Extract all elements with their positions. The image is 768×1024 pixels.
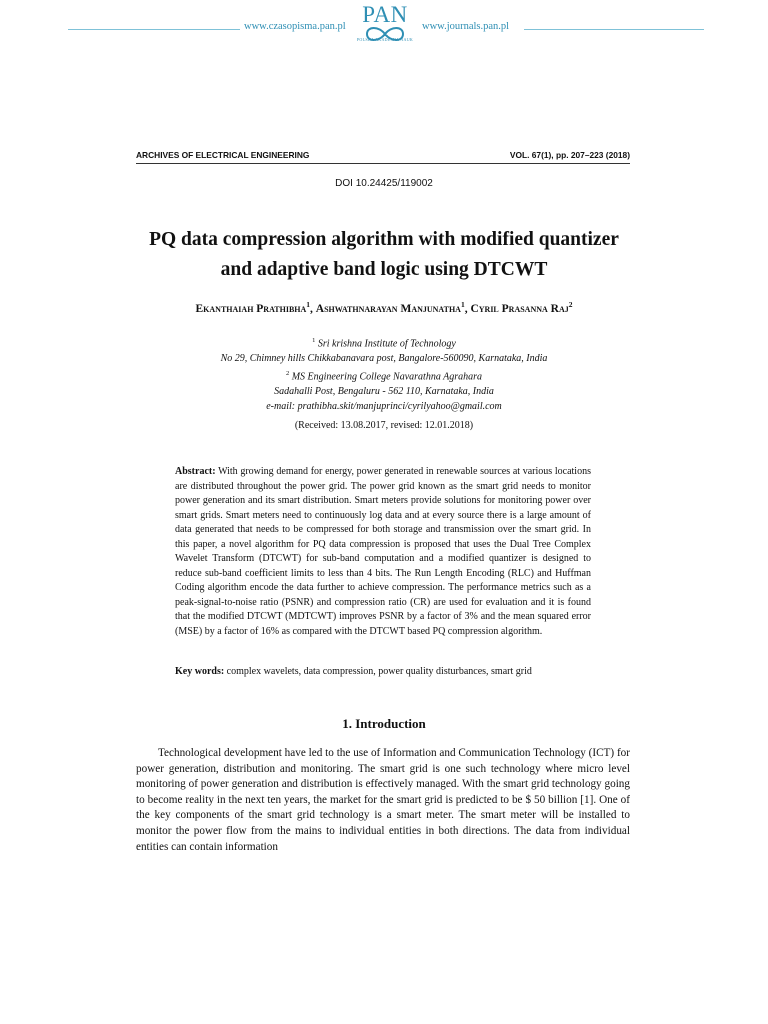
- affil-1-line-1: Sri krishna Institute of Technology: [317, 338, 456, 350]
- running-head-rule: [136, 163, 630, 164]
- banner-rule-left: [68, 29, 240, 30]
- doi: DOI 10.24425/119002: [335, 178, 433, 189]
- affil-2-line-2: Sadahalli Post, Bengaluru - 562 110, Karnataka, India: [274, 386, 494, 398]
- abstract: [175, 465, 591, 639]
- received-dates: (Received: 13.08.2017, revised: 12.01.2018): [294, 420, 474, 431]
- affil-2-line-1: MS Engineering College Navarathna Agrahara: [291, 371, 483, 383]
- affil-sup: 2: [285, 370, 290, 377]
- pan-logo: [353, 3, 417, 57]
- paper-title: [100, 225, 668, 285]
- journal-name: ARCHIVES OF ELECTRICAL ENGINEERING: [136, 150, 310, 160]
- author-name: Ashwathnarayan Manjunatha: [315, 302, 461, 315]
- title-line-2: and adaptive band logic using DTCWT: [220, 259, 548, 280]
- banner-rule-right: [524, 29, 704, 30]
- affil-sup: 1: [312, 337, 316, 344]
- section-heading: 1. Introduction: [342, 716, 426, 731]
- author-email[interactable]: e-mail: prathibha.skit/manjuprinci/cyrilyahoo@gmail.com: [266, 401, 502, 413]
- abstract-text: With growing demand for energy, power generated in renewable sources at various locations are distributed throughout the power grid. The power grid known as the smart grid needs to monitor power generation and its smart distribution. Smart meters provide solutions for monitoring power over smart grids. Smart meters need to continuously log data and at every source there is a large amount of data generated that needs to be compressed for both storage and transmission over the smart grid. In this paper, a novel algorithm for PQ data compression is proposed that uses the Dual Tree Complex Wavelet Transform (DTCWT) for sub-band computation and a modified quantizer is designed to reduce sub-band coefficient limits to less than 4 bits. The Run Length Encoding (RLC) and Huffman Coding algorithm encode the data further to achieve compression. The performance metrics such as a peak-signal-to-noise ratio (PSNR) and compression ratio (CR) are used for evaluation and it is found that the modified DTCWT (MDTCWT) improves PSNR by a factor of 3% and the mean squared error (MSE) by a factor of 16% as compared with the DTCWT based PQ compression algorithm.: [175, 466, 591, 637]
- volume-info: VOL. 67(1), pp. 207–223 (2018): [509, 150, 630, 160]
- keywords: [175, 665, 615, 679]
- affiliation-2: [0, 366, 768, 414]
- author-affil-sup: 2: [568, 300, 573, 309]
- introduction-paragraph: Technological development have led to the use of Information and Communication Technology (ICT) for power generation, distribution and monitoring. The smart grid is one such technology where micro level monitoring of power generation and distribution is effectively managed. With the smart grid technology going to become reality in the next ten years, the market for the smart grid is predicted to be $ 50 billion [1]. One of the key components of the smart grid technology is a smart meter. The smart meter will be installed to monitor the power flow from the mains to individual entities in both directions. The data from individual entities can contain information: [136, 747, 630, 853]
- affiliation-1: [0, 333, 768, 366]
- pan-logo-subtitle: POLSKA AKADEMIA NAUK: [356, 37, 414, 42]
- author-affil-sup: 1: [460, 300, 465, 309]
- keywords-text: complex wavelets, data compression, power quality disturbances, smart grid: [226, 666, 532, 677]
- keywords-label: Key words:: [175, 666, 225, 677]
- affil-1-line-2: No 29, Chimney hills Chikkabanavara post, Bangalore-560090, Karnataka, India: [220, 353, 548, 365]
- introduction-body: [136, 746, 630, 855]
- author-affil-sup: 1: [306, 300, 311, 309]
- czasopisma-link[interactable]: www.czasopisma.pan.pl: [244, 21, 346, 32]
- journals-link[interactable]: www.journals.pan.pl: [422, 21, 510, 32]
- title-line-1: PQ data compression algorithm with modified quantizer: [149, 229, 619, 250]
- author-name: Cyril Prasanna Raj: [470, 302, 569, 315]
- author-name: Ekanthaiah Prathibha: [195, 302, 307, 315]
- abstract-label: Abstract:: [175, 466, 216, 477]
- pan-logo-text: PAN: [362, 2, 408, 27]
- author-list: Ekanthaiah Prathibha$^1$, Ashwathnarayan Manjunatha$^1$, Cyril Prasanna Raj$^2$: [195, 300, 573, 315]
